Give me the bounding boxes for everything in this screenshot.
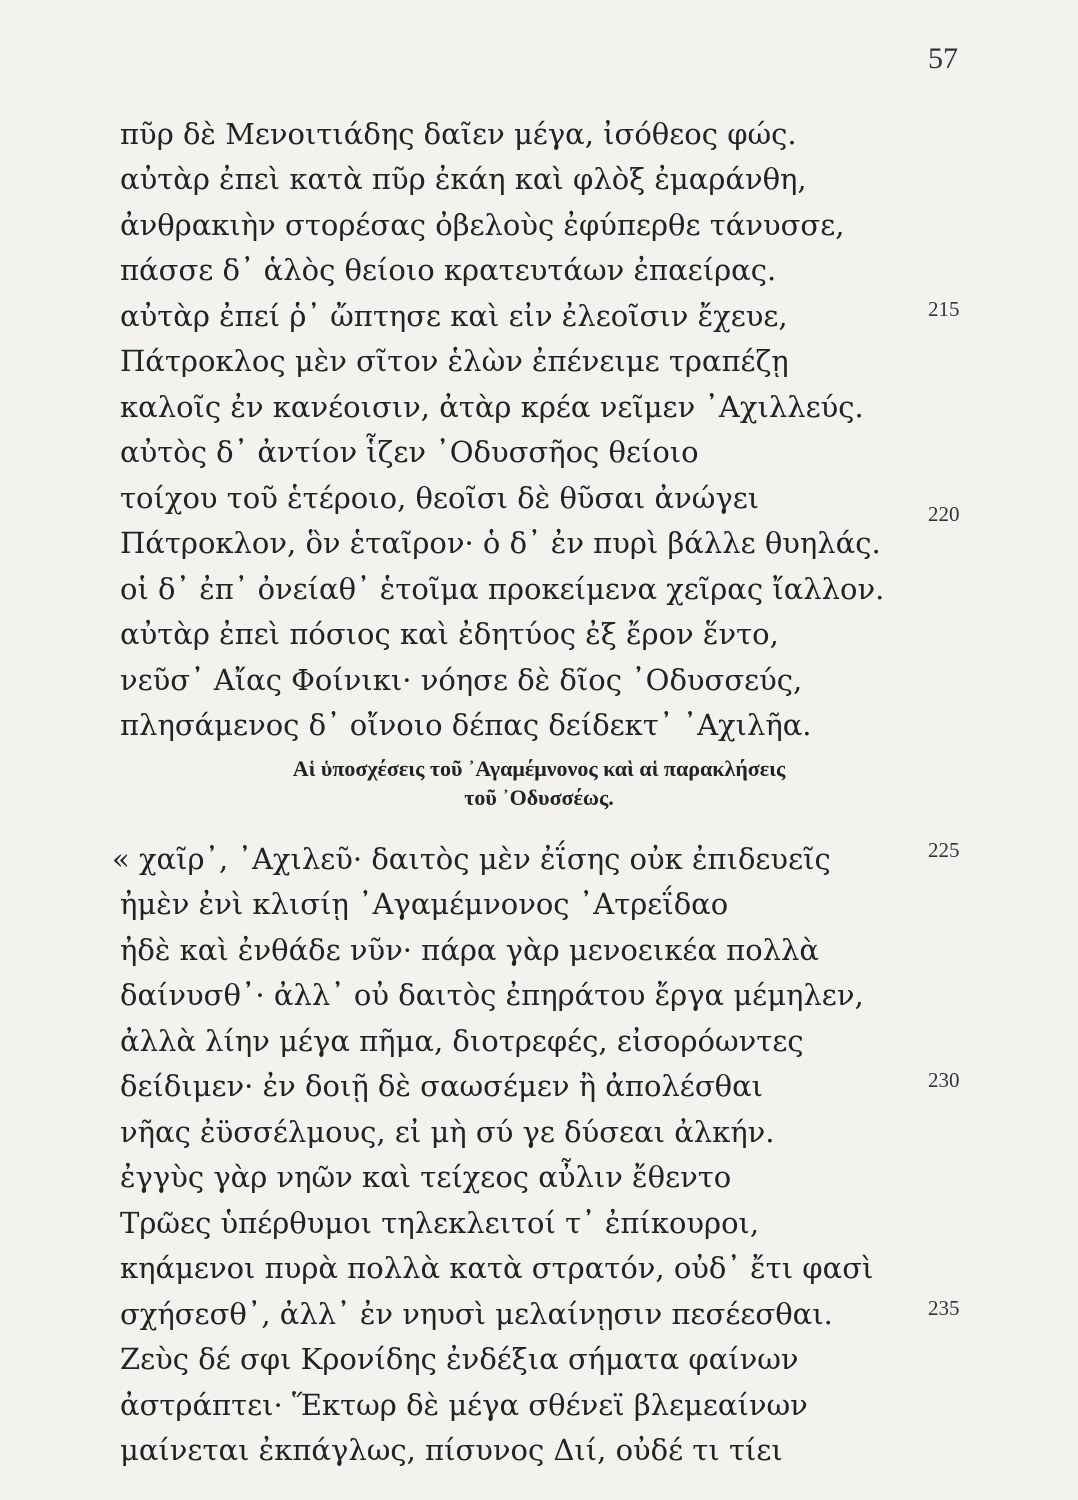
verse-line: πλησάμενος δ᾽ οἴνοιο δέπας δείδεκτ᾽ ᾿Αχιλῆα. bbox=[120, 708, 812, 742]
line-number: 235 bbox=[928, 1296, 960, 1320]
verse-line: δαίνυσθ᾽· ἀλλ᾽ οὐ δαιτὸς ἐπηράτου ἔργα μέμηλεν, bbox=[120, 978, 864, 1012]
verse-line: Πάτροκλον, ὃν ἑταῖρον· ὁ δ᾽ ἐν πυρὶ βάλλε θυηλάς. bbox=[120, 526, 881, 560]
verse-line: αὐτὰρ ἐπεί ῥ᾽ ὤπτησε καὶ εἰν ἐλεοῖσιν ἔχευε, bbox=[120, 299, 788, 333]
verse-line: αὐτὸς δ᾽ ἀντίον ἷζεν ᾿Οδυσσῆος θείοιο bbox=[120, 435, 699, 469]
verse-line: ἀνθρακιὴν στορέσας ὀβελοὺς ἐφύπερθε τάνυσσε, bbox=[120, 208, 845, 242]
verse-line: Πάτροκλος μὲν σῖτον ἑλὼν ἐπένειμε τραπέζῃ bbox=[120, 344, 789, 378]
verse-line: « χαῖρ᾽, ᾿Αχιλεῦ· δαιτὸς μὲν ἐΐσης οὐκ ἐπιδευεῖς bbox=[112, 842, 831, 876]
verse-line: ἐγγὺς γὰρ νηῶν καὶ τείχεος αὖλιν ἔθεντο bbox=[120, 1160, 732, 1194]
line-number: 220 bbox=[928, 502, 960, 526]
verse-line: νῆας ἐϋσσέλμους, εἰ μὴ σύ γε δύσεαι ἀλκήν. bbox=[120, 1115, 775, 1149]
verse-line: πῦρ δὲ Μενοιτιάδης δαῖεν μέγα, ἰσόθεος φώς. bbox=[120, 117, 797, 151]
section-heading: Αἱ ὑποσχέσεις τοῦ ᾿Αγαμέμνονος καὶ αἱ παρακλήσεις bbox=[292, 756, 786, 781]
verse-line: αὐτὰρ ἐπεὶ κατὰ πῦρ ἐκάη καὶ φλὸξ ἐμαράνθη, bbox=[120, 162, 807, 196]
verse-line: ἠδὲ καὶ ἐνθάδε νῦν· πάρα γὰρ μενοεικέα πολλὰ bbox=[120, 933, 820, 967]
verse-line: πάσσε δ᾽ ἁλὸς θείοιο κρατευτάων ἐπαείρας. bbox=[120, 253, 777, 287]
verse-line: δείδιμεν· ἐν δοιῇ δὲ σαωσέμεν ἢ ἀπολέσθαι bbox=[120, 1069, 764, 1103]
page-number: 57 bbox=[928, 42, 958, 75]
verse-line: ἠμὲν ἐνὶ κλισίῃ ᾿Αγαμέμνονος ᾿Ατρεΐδαο bbox=[120, 887, 729, 921]
verse-line: οἱ δ᾽ ἐπ᾽ ὀνείαθ᾽ ἑτοῖμα προκείμενα χεῖρας ἴαλλον. bbox=[120, 572, 885, 606]
verse-line: κηάμενοι πυρὰ πολλὰ κατὰ στρατόν, οὐδ᾽ ἔτι φασὶ bbox=[120, 1251, 874, 1285]
line-number: 230 bbox=[928, 1068, 960, 1092]
verse-line: Ζεὺς δέ σφι Κρονίδης ἐνδέξια σήματα φαίνων bbox=[120, 1342, 799, 1376]
line-number: 225 bbox=[928, 838, 960, 862]
verse-line: αὐτὰρ ἐπεὶ πόσιος καὶ ἐδητύος ἐξ ἔρον ἕντο, bbox=[120, 617, 779, 651]
verse-line: καλοῖς ἐν κανέοισιν, ἀτὰρ κρέα νεῖμεν ᾿Αχιλλεύς. bbox=[120, 390, 864, 424]
verse-line: ἀστράπτει· Ἕκτωρ δὲ μέγα σθένεϊ βλεμεαίνων bbox=[120, 1388, 808, 1422]
verse-line: Τρῶες ὑπέρθυμοι τηλεκλειτοί τ᾽ ἐπίκουροι, bbox=[120, 1206, 760, 1240]
verse-line: τοίχου τοῦ ἑτέροιο, θεοῖσι δὲ θῦσαι ἀνώγει bbox=[120, 481, 760, 515]
verse-line: νεῦσ᾽ Αἴας Φοίνικι· νόησε δὲ δῖος ᾿Οδυσσεύς, bbox=[120, 663, 803, 697]
line-number: 215 bbox=[928, 297, 960, 321]
verse-line: μαίνεται ἐκπάγλως, πίσυνος Διί, οὐδέ τι τίει bbox=[120, 1433, 783, 1467]
verse-line: ἀλλὰ λίην μέγα πῆμα, διοτρεφές, εἰσορόωντες bbox=[120, 1024, 804, 1058]
verse-line: σχήσεσθ᾽, ἀλλ᾽ ἐν νηυσὶ μελαίνῃσιν πεσέεσθαι. bbox=[120, 1297, 833, 1331]
section-heading-continued: τοῦ ᾿Οδυσσέως. bbox=[464, 785, 614, 810]
